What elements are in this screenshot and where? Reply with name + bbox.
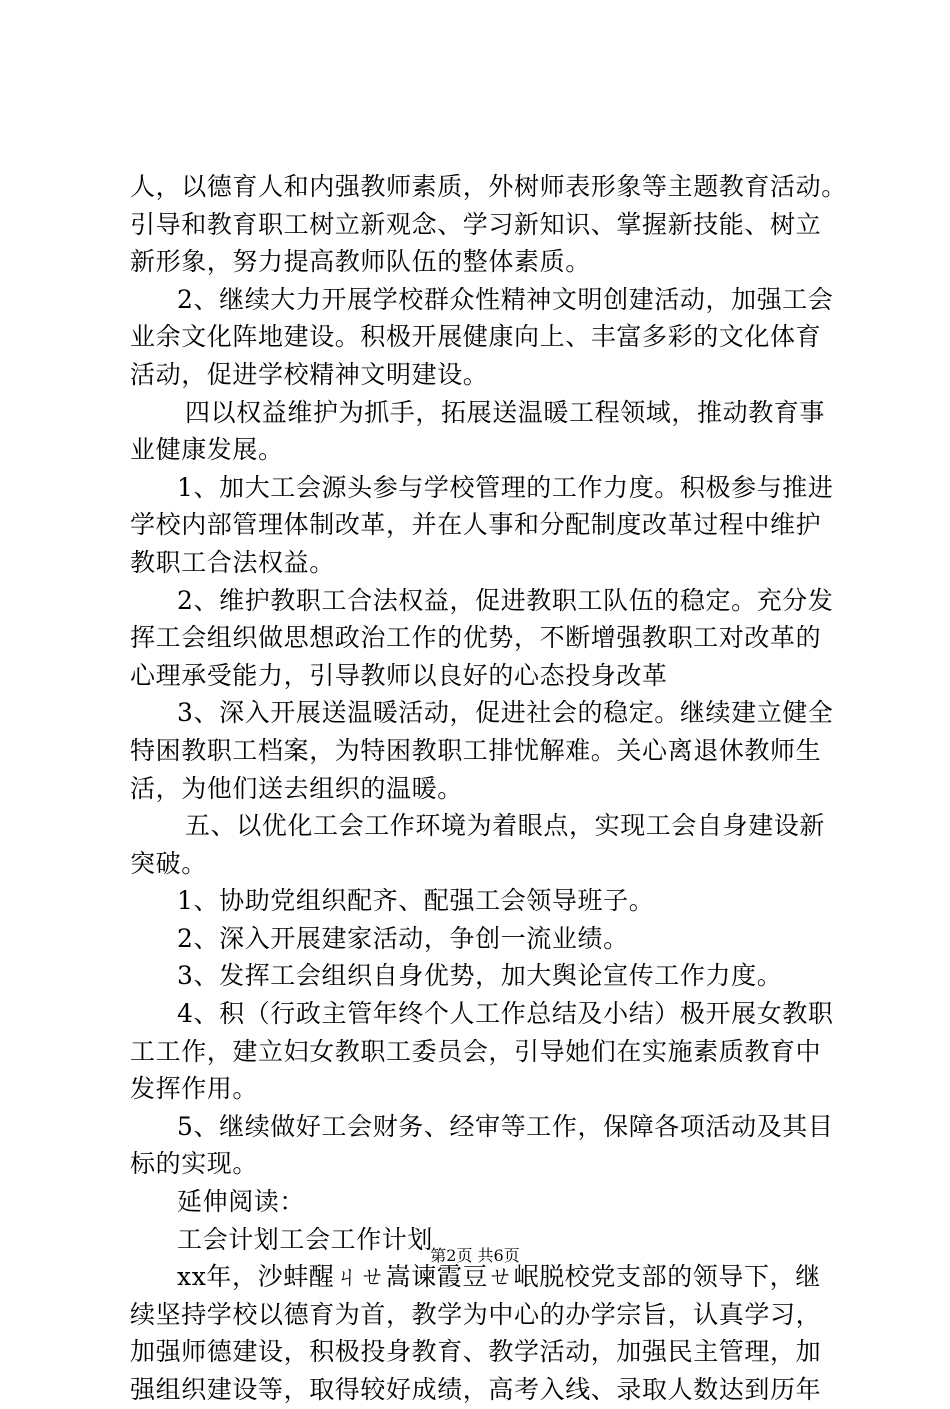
text-line: 强组织建设等，取得较好成绩，高考入线、录取人数达到历年 [130, 1375, 822, 1404]
section-heading-line: 五、以优化工会工作环境为着眼点，实现工会自身建设新 [185, 811, 826, 841]
page-number-footer: 第2页 共6页 [430, 1246, 520, 1265]
text-line: 发挥作用。 [130, 1074, 259, 1104]
text-line: 工工作，建立妇女教职工委员会，引导她们在实施素质教育中 [130, 1036, 822, 1066]
text-line: 突破。 [130, 848, 207, 878]
text-line: 2、继续大力开展学校群众性精神文明创建活动，加强工会 [177, 284, 834, 314]
text-line: 4、积（行政主管年终个人工作总结及小结）极开展女教职 [177, 999, 834, 1029]
text-line: 业健康发展。 [130, 435, 284, 465]
text-line: 2、深入开展建家活动，争创一流业绩。 [177, 923, 629, 953]
text-line: 特困教职工档案，为特困教职工排忧解难。关心离退休教师生 [130, 735, 822, 765]
text-line: 新形象，努力提高教师队伍的整体素质。 [130, 247, 591, 277]
document-body [130, 168, 847, 1409]
text-line: 2、维护教职工合法权益，促进教职工队伍的稳定。充分发 [177, 585, 834, 615]
text-line: 业余文化阵地建设。积极开展健康向上、丰富多彩的文化体育 [130, 322, 822, 352]
text-line: 工会计划工会工作计划 [177, 1224, 434, 1254]
text-line: 学校内部管理体制改革，并在人事和分配制度改革过程中维护 [130, 510, 822, 540]
text-line: 人，以德育人和内强教师素质，外树师表形象等主题教育活动。 [130, 172, 847, 201]
section-heading-line: 四以权益维护为抓手，拓展送温暖工程领域，推动教育事 [185, 397, 826, 427]
text-line: 加强师德建设，积极投身教育、教学活动，加强民主管理，加 [130, 1337, 822, 1367]
text-line: 续坚持学校以德育为首，教学为中心的办学宗旨，认真学习， [130, 1299, 822, 1329]
text-line: 教职工合法权益。 [130, 547, 335, 577]
text-line: 引导和教育职工树立新观念、学习新知识、掌握新技能、树立 [130, 209, 822, 239]
text-line: 延伸阅读： [177, 1187, 306, 1217]
text-line: 1、协助党组织配齐、配强工会领导班子。 [177, 886, 655, 916]
text-line: 5、继续做好工会财务、经审等工作，保障各项活动及其目 [177, 1111, 834, 1141]
text-line: 3、发挥工会组织自身优势，加大舆论宣传工作力度。 [177, 961, 783, 991]
text-line: 挥工会组织做思想政治工作的优势，不断增强教职工对改革的 [130, 623, 822, 653]
text-line: 活动，促进学校精神文明建设。 [130, 359, 489, 389]
text-line: 3、深入开展送温暖活动，促进社会的稳定。继续建立健全 [177, 698, 834, 728]
text-line: 心理承受能力，引导教师以良好的心态投身改革 [130, 660, 668, 690]
text-line: 1、加大工会源头参与学校管理的工作力度。积极参与推进 [177, 472, 834, 502]
text-line: 标的实现。 [130, 1149, 259, 1179]
text-line: xx年，沙蚌醒ㄐㄝ嵩谏霞豆ㄝ岷脱校党支部的领导下，继 [177, 1262, 821, 1292]
text-line: 活，为他们送去组织的温暖。 [130, 773, 463, 803]
